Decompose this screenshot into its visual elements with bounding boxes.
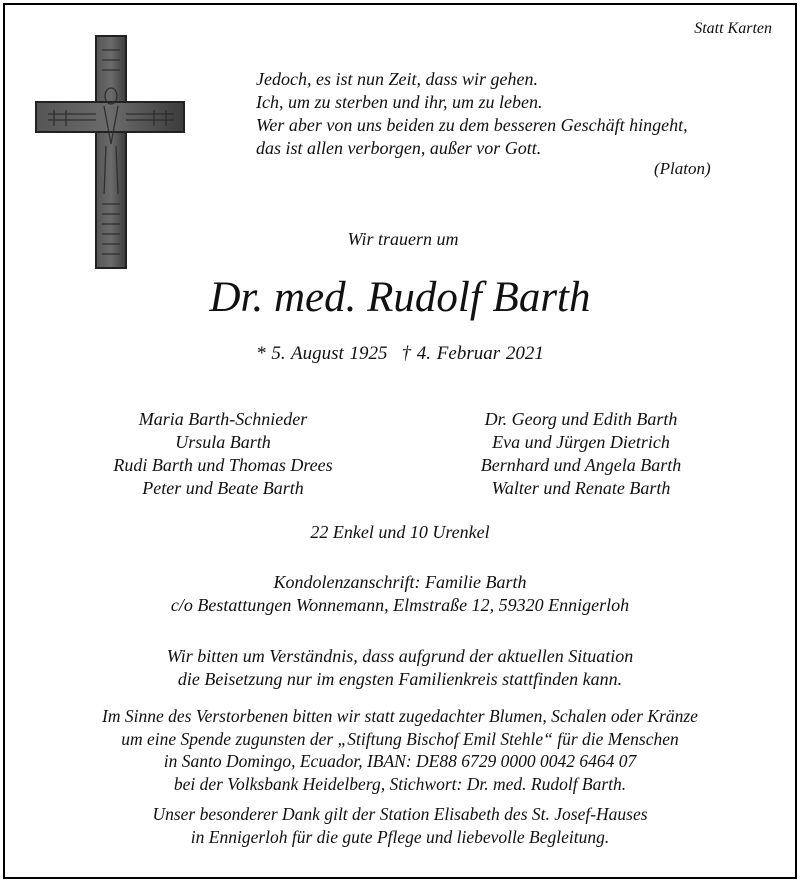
mourner-name: Eva und Jürgen Dietrich bbox=[492, 432, 670, 452]
mourner-name: Rudi Barth und Thomas Drees bbox=[113, 455, 333, 475]
note-line: in Santo Domingo, Ecuador, IBAN: DE88 6729 0000 0042 6464 07 bbox=[163, 751, 637, 771]
mourner-name: Walter und Renate Barth bbox=[491, 478, 671, 498]
poem-line: das ist allen verborgen, außer vor Gott. bbox=[256, 138, 542, 158]
poem-line: Jedoch, es ist nun Zeit, dass wir gehen. bbox=[256, 69, 538, 89]
note-line: bei der Volksbank Heidelberg, Stichwort: Dr. med. Rudolf Barth. bbox=[173, 773, 627, 794]
mourner-name: Maria Barth-Schnieder bbox=[138, 409, 308, 429]
mourners-right-column bbox=[438, 408, 724, 500]
understanding-note bbox=[0, 645, 800, 691]
intro-text bbox=[0, 229, 800, 250]
poem-line: Ich, um zu sterben und ihr, um zu leben. bbox=[256, 92, 543, 112]
address-line: c/o Bestattungen Wonnemann, Elmstraße 12, 59320 Ennigerloh bbox=[170, 595, 630, 615]
note-line: Wir bitten um Verständnis, dass aufgrund der aktuellen Situation bbox=[166, 646, 634, 666]
birth-date: * 5. August 1925 bbox=[256, 343, 388, 364]
intro-label: Wir trauern um bbox=[347, 229, 459, 249]
donation-note bbox=[0, 705, 800, 795]
life-dates bbox=[0, 343, 800, 365]
grandchildren-line: 22 Enkel und 10 Urenkel bbox=[310, 522, 490, 542]
poem-quote bbox=[256, 68, 776, 160]
statt-karten-label: Statt Karten bbox=[694, 20, 772, 37]
note-line: Im Sinne des Verstorbenen bitten wir statt zugedachter Blumen, Schalen oder Kränze bbox=[102, 706, 698, 726]
mourner-name: Dr. Georg und Edith Barth bbox=[484, 409, 678, 429]
note-line: die Beisetzung nur im engsten Familienkreis stattfinden kann. bbox=[177, 669, 623, 689]
poem-author: (Platon) bbox=[654, 159, 711, 178]
condolence-address bbox=[0, 571, 800, 617]
death-date: † 4. Februar 2021 bbox=[401, 343, 544, 364]
mourners-left-column bbox=[80, 408, 366, 500]
note-line: um eine Spende zugunsten der „Stiftung Bischof Emil Stehle“ für die Menschen bbox=[121, 728, 679, 749]
mourner-name: Ursula Barth bbox=[175, 432, 271, 452]
address-line: Kondolenzanschrift: Familie Barth bbox=[273, 572, 527, 592]
note-line: in Ennigerloh für die gute Pflege und liebevolle Begleitung. bbox=[190, 826, 610, 847]
mourner-name: Bernhard und Angela Barth bbox=[480, 455, 682, 475]
thanks-note bbox=[0, 803, 800, 848]
deceased-name: Dr. med. Rudolf Barth bbox=[209, 274, 591, 321]
note-line: Unser besonderer Dank gilt der Station Elisabeth des St. Josef-Hauses bbox=[152, 804, 648, 824]
poem-line: Wer aber von uns beiden zu dem besseren Geschäft hingeht, bbox=[256, 115, 688, 135]
mourner-name: Peter und Beate Barth bbox=[142, 478, 304, 498]
